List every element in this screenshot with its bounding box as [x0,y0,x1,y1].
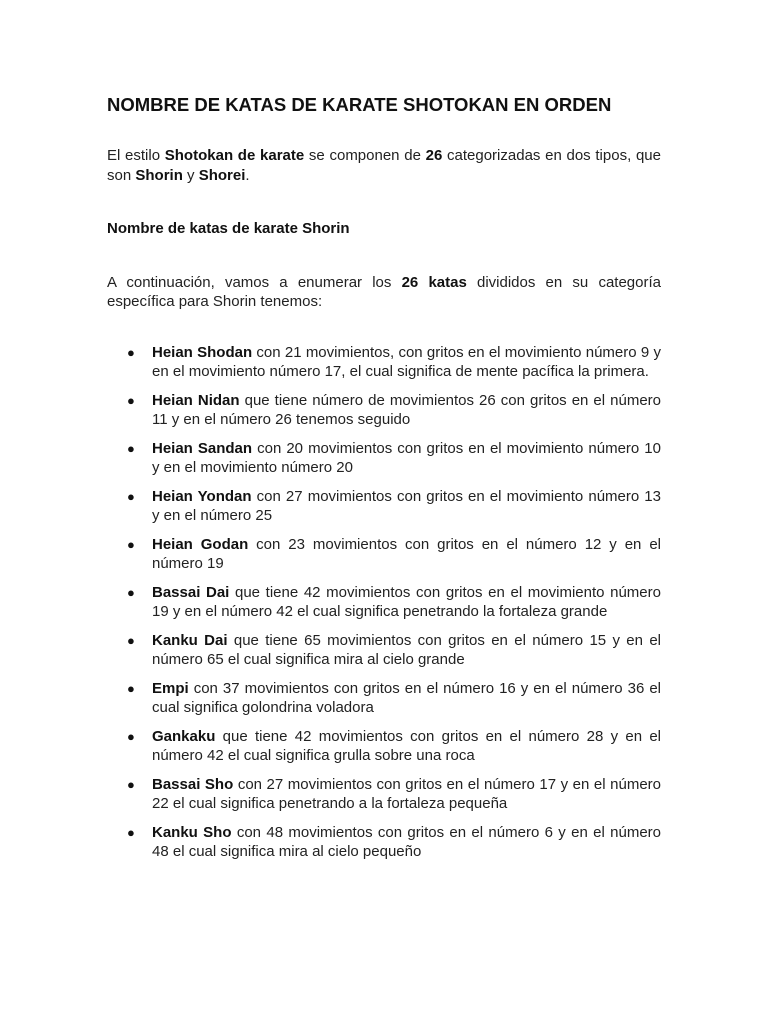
list-item [107,823,661,862]
intro-text: y [182,166,199,184]
kata-description: que tiene 65 movimientos con gritos en el número 15 y en el número 65 el cual significa mira al cielo grande [152,631,661,668]
section-intro-bold: 26 katas [401,273,467,291]
kata-name: Heian Yondan [152,487,252,505]
list-item [107,727,661,766]
bullet-icon: ● [127,488,135,504]
bullet-icon: ● [127,344,135,360]
list-item [107,679,661,718]
list-item [107,631,661,670]
section-intro-text: divididos en su categoría específica para Shorin tenemos: [107,273,661,310]
section-heading: Nombre de katas de karate Shorin [107,220,350,237]
list-item [107,583,661,622]
kata-name: Heian Godan [152,535,249,553]
kata-name: Heian Nidan [152,391,240,409]
intro-text: . [245,166,250,184]
list-item [107,391,661,430]
bullet-icon: ● [127,824,135,840]
kata-description: con 37 movimientos con gritos en el número 16 y en el número 36 el cual significa golondrina voladora [152,679,661,716]
document-title: NOMBRE DE KATAS DE KARATE SHOTOKAN EN ORDEN [107,94,612,115]
section-intro-text: A continuación, vamos a enumerar los [107,273,402,291]
kata-name: Bassai Sho [152,775,234,793]
list-item [107,535,661,574]
list-item [107,343,661,382]
kata-name: Heian Shodan [152,343,253,361]
intro-bold-count: 26 [425,147,443,164]
intro-bold-shorin: Shorin [135,166,183,184]
kata-description: con 48 movimientos con gritos en el número 6 y en el número 48 el cual significa mira al cielo pequeño [152,823,662,860]
kata-name: Gankaku [152,727,216,745]
bullet-icon: ● [127,776,135,792]
section-intro-paragraph [107,273,661,312]
kata-description: con 21 movimientos, con gritos en el movimiento número 9 y en el movimiento número 17, el cual significa de mente pacífica la primera. [152,343,661,380]
list-item [107,775,661,814]
kata-name: Kanku Dai [152,631,228,649]
list-item [107,439,661,478]
intro-text: categorizadas en dos tipos, que son [107,147,661,184]
intro-bold-shorei: Shorei [198,166,246,184]
kata-name: Empi [152,679,189,697]
bullet-icon: ● [127,632,135,648]
bullet-icon: ● [127,680,135,696]
intro-bold-style: Shotokan de karate [164,147,305,164]
bullet-icon: ● [127,440,135,456]
kata-description: con 23 movimientos con gritos en el número 12 y en el número 19 [152,535,661,572]
bullet-icon: ● [127,584,135,600]
kata-list [107,343,661,862]
bullet-icon: ● [127,392,135,408]
kata-description: con 27 movimientos con gritos en el movimiento número 13 y en el número 25 [152,487,661,524]
kata-description: que tiene número de movimientos 26 con gritos en el número 11 y en el número 26 tenemos seguido [152,391,662,428]
kata-description: que tiene 42 movimientos con gritos en el número 28 y en el número 42 el cual significa grulla sobre una roca [152,727,661,764]
list-item [107,487,661,526]
intro-paragraph [107,146,661,185]
kata-name: Kanku Sho [152,823,232,841]
kata-name: Bassai Dai [152,583,230,601]
kata-name: Heian Sandan [152,439,253,457]
bullet-icon: ● [127,536,135,552]
intro-text: se componen de [304,147,426,164]
kata-description: que tiene 42 movimientos con gritos en el movimiento número 19 y en el número 42 el cual significa penetrando la fortaleza grande [152,583,661,620]
bullet-icon: ● [127,728,135,744]
intro-text: El estilo [107,147,165,164]
kata-description: con 20 movimientos con gritos en el movimiento número 10 y en el movimiento número 20 [152,439,661,476]
kata-description: con 27 movimientos con gritos en el número 17 y en el número 22 el cual significa penetrando a la fortaleza pequeña [152,775,661,812]
